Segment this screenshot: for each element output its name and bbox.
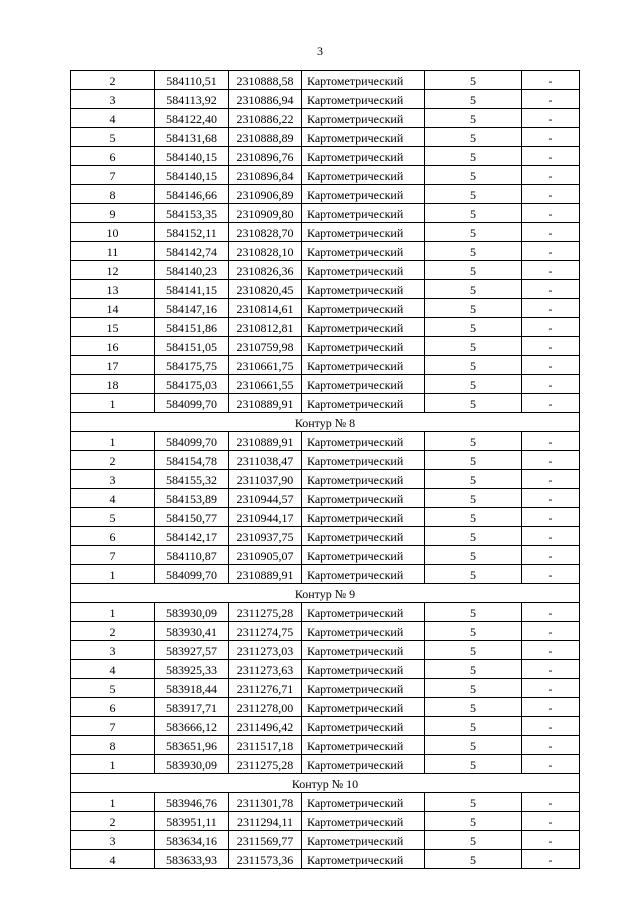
x-coordinate-cell: 584155,32 — [155, 470, 229, 489]
contour-title: Контур № 8 — [71, 413, 580, 432]
note-cell: - — [522, 128, 580, 147]
accuracy-cell: 5 — [425, 375, 522, 394]
y-coordinate-cell: 2311496,42 — [229, 717, 302, 736]
method-cell: Картометрический — [302, 508, 425, 527]
point-number-cell: 7 — [71, 546, 155, 565]
method-cell: Картометрический — [302, 698, 425, 717]
contour-header-row — [71, 774, 580, 793]
accuracy-cell: 5 — [425, 698, 522, 717]
table-row — [71, 489, 580, 508]
method-cell: Картометрический — [302, 147, 425, 166]
point-number-cell: 8 — [71, 185, 155, 204]
accuracy-cell: 5 — [425, 489, 522, 508]
method-cell: Картометрический — [302, 318, 425, 337]
note-cell: - — [522, 299, 580, 318]
accuracy-cell: 5 — [425, 71, 522, 90]
point-number-cell: 2 — [71, 71, 155, 90]
point-number-cell: 11 — [71, 242, 155, 261]
point-number-cell: 16 — [71, 337, 155, 356]
contour-header-row — [71, 413, 580, 432]
point-number-cell: 3 — [71, 470, 155, 489]
y-coordinate-cell: 2310814,61 — [229, 299, 302, 318]
x-coordinate-cell: 584150,77 — [155, 508, 229, 527]
note-cell: - — [522, 261, 580, 280]
point-number-cell: 1 — [71, 432, 155, 451]
table-row — [71, 242, 580, 261]
x-coordinate-cell: 584175,03 — [155, 375, 229, 394]
note-cell: - — [522, 489, 580, 508]
point-number-cell: 3 — [71, 831, 155, 850]
table-row — [71, 717, 580, 736]
table-row — [71, 527, 580, 546]
point-number-cell: 4 — [71, 660, 155, 679]
x-coordinate-cell: 583927,57 — [155, 641, 229, 660]
table-row — [71, 660, 580, 679]
coordinates-table-body — [71, 71, 580, 869]
point-number-cell: 5 — [71, 679, 155, 698]
accuracy-cell: 5 — [425, 356, 522, 375]
point-number-cell: 2 — [71, 812, 155, 831]
table-row — [71, 470, 580, 489]
table-row — [71, 166, 580, 185]
point-number-cell: 4 — [71, 109, 155, 128]
note-cell: - — [522, 793, 580, 812]
y-coordinate-cell: 2310944,17 — [229, 508, 302, 527]
table-row — [71, 90, 580, 109]
accuracy-cell: 5 — [425, 736, 522, 755]
y-coordinate-cell: 2310759,98 — [229, 337, 302, 356]
note-cell: - — [522, 337, 580, 356]
table-row — [71, 394, 580, 413]
y-coordinate-cell: 2310889,91 — [229, 565, 302, 584]
point-number-cell: 6 — [71, 698, 155, 717]
note-cell: - — [522, 812, 580, 831]
table-row — [71, 565, 580, 584]
table-row — [71, 432, 580, 451]
note-cell: - — [522, 470, 580, 489]
contour-title: Контур № 9 — [71, 584, 580, 603]
table-row — [71, 375, 580, 394]
table-row — [71, 603, 580, 622]
method-cell: Картометрический — [302, 280, 425, 299]
note-cell: - — [522, 755, 580, 774]
method-cell: Картометрический — [302, 793, 425, 812]
note-cell: - — [522, 546, 580, 565]
table-row — [71, 831, 580, 850]
accuracy-cell: 5 — [425, 318, 522, 337]
y-coordinate-cell: 2310886,22 — [229, 109, 302, 128]
note-cell: - — [522, 280, 580, 299]
method-cell: Картометрический — [302, 375, 425, 394]
note-cell: - — [522, 356, 580, 375]
table-row — [71, 204, 580, 223]
x-coordinate-cell: 584142,74 — [155, 242, 229, 261]
x-coordinate-cell: 584147,16 — [155, 299, 229, 318]
point-number-cell: 1 — [71, 603, 155, 622]
method-cell: Картометрический — [302, 204, 425, 223]
y-coordinate-cell: 2311278,00 — [229, 698, 302, 717]
y-coordinate-cell: 2311274,75 — [229, 622, 302, 641]
method-cell: Картометрический — [302, 261, 425, 280]
note-cell: - — [522, 679, 580, 698]
x-coordinate-cell: 584153,35 — [155, 204, 229, 223]
accuracy-cell: 5 — [425, 147, 522, 166]
point-number-cell: 3 — [71, 90, 155, 109]
method-cell: Картометрический — [302, 185, 425, 204]
accuracy-cell: 5 — [425, 299, 522, 318]
accuracy-cell: 5 — [425, 242, 522, 261]
accuracy-cell: 5 — [425, 280, 522, 299]
note-cell: - — [522, 71, 580, 90]
point-number-cell: 17 — [71, 356, 155, 375]
contour-header-row — [71, 584, 580, 603]
y-coordinate-cell: 2310820,45 — [229, 280, 302, 299]
point-number-cell: 5 — [71, 128, 155, 147]
note-cell: - — [522, 641, 580, 660]
point-number-cell: 6 — [71, 147, 155, 166]
x-coordinate-cell: 583925,33 — [155, 660, 229, 679]
table-row — [71, 71, 580, 90]
y-coordinate-cell: 2310889,91 — [229, 394, 302, 413]
point-number-cell: 4 — [71, 489, 155, 508]
x-coordinate-cell: 584175,75 — [155, 356, 229, 375]
note-cell: - — [522, 736, 580, 755]
table-row — [71, 128, 580, 147]
x-coordinate-cell: 584151,05 — [155, 337, 229, 356]
y-coordinate-cell: 2311276,71 — [229, 679, 302, 698]
x-coordinate-cell: 584141,15 — [155, 280, 229, 299]
point-number-cell: 4 — [71, 850, 155, 869]
method-cell: Картометрический — [302, 717, 425, 736]
method-cell: Картометрический — [302, 451, 425, 470]
table-row — [71, 508, 580, 527]
point-number-cell: 9 — [71, 204, 155, 223]
accuracy-cell: 5 — [425, 641, 522, 660]
table-row — [71, 147, 580, 166]
note-cell: - — [522, 660, 580, 679]
point-number-cell: 5 — [71, 508, 155, 527]
note-cell: - — [522, 432, 580, 451]
table-row — [71, 318, 580, 337]
x-coordinate-cell: 584113,92 — [155, 90, 229, 109]
table-row — [71, 109, 580, 128]
method-cell: Картометрический — [302, 603, 425, 622]
accuracy-cell: 5 — [425, 622, 522, 641]
point-number-cell: 2 — [71, 451, 155, 470]
method-cell: Картометрический — [302, 736, 425, 755]
x-coordinate-cell: 584140,15 — [155, 166, 229, 185]
x-coordinate-cell: 583946,76 — [155, 793, 229, 812]
x-coordinate-cell: 584110,51 — [155, 71, 229, 90]
note-cell: - — [522, 223, 580, 242]
point-number-cell: 3 — [71, 641, 155, 660]
method-cell: Картометрический — [302, 299, 425, 318]
x-coordinate-cell: 584110,87 — [155, 546, 229, 565]
point-number-cell: 1 — [71, 755, 155, 774]
table-row — [71, 755, 580, 774]
method-cell: Картометрический — [302, 242, 425, 261]
point-number-cell: 1 — [71, 793, 155, 812]
note-cell: - — [522, 185, 580, 204]
method-cell: Картометрический — [302, 90, 425, 109]
y-coordinate-cell: 2311294,11 — [229, 812, 302, 831]
x-coordinate-cell: 584151,86 — [155, 318, 229, 337]
y-coordinate-cell: 2311038,47 — [229, 451, 302, 470]
method-cell: Картометрический — [302, 223, 425, 242]
y-coordinate-cell: 2311037,90 — [229, 470, 302, 489]
note-cell: - — [522, 850, 580, 869]
y-coordinate-cell: 2310661,75 — [229, 356, 302, 375]
y-coordinate-cell: 2310889,91 — [229, 432, 302, 451]
x-coordinate-cell: 584153,89 — [155, 489, 229, 508]
x-coordinate-cell: 584140,23 — [155, 261, 229, 280]
x-coordinate-cell: 583634,16 — [155, 831, 229, 850]
point-number-cell: 6 — [71, 527, 155, 546]
accuracy-cell: 5 — [425, 546, 522, 565]
accuracy-cell: 5 — [425, 451, 522, 470]
accuracy-cell: 5 — [425, 831, 522, 850]
x-coordinate-cell: 583951,11 — [155, 812, 229, 831]
accuracy-cell: 5 — [425, 565, 522, 584]
x-coordinate-cell: 583917,71 — [155, 698, 229, 717]
y-coordinate-cell: 2310909,80 — [229, 204, 302, 223]
y-coordinate-cell: 2310812,81 — [229, 318, 302, 337]
note-cell: - — [522, 527, 580, 546]
accuracy-cell: 5 — [425, 185, 522, 204]
method-cell: Картометрический — [302, 641, 425, 660]
note-cell: - — [522, 622, 580, 641]
note-cell: - — [522, 90, 580, 109]
point-number-cell: 8 — [71, 736, 155, 755]
x-coordinate-cell: 583930,41 — [155, 622, 229, 641]
y-coordinate-cell: 2310886,94 — [229, 90, 302, 109]
table-row — [71, 546, 580, 565]
accuracy-cell: 5 — [425, 527, 522, 546]
y-coordinate-cell: 2310888,89 — [229, 128, 302, 147]
method-cell: Картометрический — [302, 166, 425, 185]
note-cell: - — [522, 451, 580, 470]
y-coordinate-cell: 2310905,07 — [229, 546, 302, 565]
accuracy-cell: 5 — [425, 508, 522, 527]
point-number-cell: 2 — [71, 622, 155, 641]
table-row — [71, 261, 580, 280]
note-cell: - — [522, 109, 580, 128]
y-coordinate-cell: 2311273,63 — [229, 660, 302, 679]
accuracy-cell: 5 — [425, 679, 522, 698]
method-cell: Картометрический — [302, 527, 425, 546]
method-cell: Картометрический — [302, 337, 425, 356]
y-coordinate-cell: 2310828,10 — [229, 242, 302, 261]
method-cell: Картометрический — [302, 812, 425, 831]
point-number-cell: 1 — [71, 565, 155, 584]
x-coordinate-cell: 584099,70 — [155, 432, 229, 451]
accuracy-cell: 5 — [425, 261, 522, 280]
table-row — [71, 850, 580, 869]
table-row — [71, 337, 580, 356]
table-row — [71, 736, 580, 755]
accuracy-cell: 5 — [425, 337, 522, 356]
note-cell: - — [522, 166, 580, 185]
point-number-cell: 12 — [71, 261, 155, 280]
accuracy-cell: 5 — [425, 223, 522, 242]
y-coordinate-cell: 2310906,89 — [229, 185, 302, 204]
accuracy-cell: 5 — [425, 166, 522, 185]
accuracy-cell: 5 — [425, 109, 522, 128]
note-cell: - — [522, 394, 580, 413]
method-cell: Картометрический — [302, 546, 425, 565]
accuracy-cell: 5 — [425, 793, 522, 812]
accuracy-cell: 5 — [425, 717, 522, 736]
note-cell: - — [522, 698, 580, 717]
table-row — [71, 812, 580, 831]
y-coordinate-cell: 2311517,18 — [229, 736, 302, 755]
table-row — [71, 641, 580, 660]
point-number-cell: 1 — [71, 394, 155, 413]
y-coordinate-cell: 2311301,78 — [229, 793, 302, 812]
accuracy-cell: 5 — [425, 660, 522, 679]
x-coordinate-cell: 584146,66 — [155, 185, 229, 204]
page-number: 3 — [317, 44, 323, 58]
method-cell: Картометрический — [302, 679, 425, 698]
point-number-cell: 15 — [71, 318, 155, 337]
x-coordinate-cell: 583930,09 — [155, 603, 229, 622]
point-number-cell: 7 — [71, 717, 155, 736]
table-row — [71, 698, 580, 717]
y-coordinate-cell: 2311273,03 — [229, 641, 302, 660]
note-cell: - — [522, 603, 580, 622]
x-coordinate-cell: 583633,93 — [155, 850, 229, 869]
x-coordinate-cell: 584099,70 — [155, 565, 229, 584]
table-row — [71, 793, 580, 812]
x-coordinate-cell: 584099,70 — [155, 394, 229, 413]
point-number-cell: 7 — [71, 166, 155, 185]
coordinates-table — [70, 70, 580, 869]
method-cell: Картометрический — [302, 432, 425, 451]
y-coordinate-cell: 2310661,55 — [229, 375, 302, 394]
accuracy-cell: 5 — [425, 755, 522, 774]
method-cell: Картометрический — [302, 128, 425, 147]
method-cell: Картометрический — [302, 831, 425, 850]
y-coordinate-cell: 2310828,70 — [229, 223, 302, 242]
point-number-cell: 10 — [71, 223, 155, 242]
note-cell: - — [522, 204, 580, 223]
y-coordinate-cell: 2310826,36 — [229, 261, 302, 280]
x-coordinate-cell: 583918,44 — [155, 679, 229, 698]
y-coordinate-cell: 2311275,28 — [229, 603, 302, 622]
table-row — [71, 356, 580, 375]
y-coordinate-cell: 2310944,57 — [229, 489, 302, 508]
table-row — [71, 451, 580, 470]
method-cell: Картометрический — [302, 71, 425, 90]
accuracy-cell: 5 — [425, 432, 522, 451]
note-cell: - — [522, 508, 580, 527]
table-row — [71, 299, 580, 318]
table-row — [71, 223, 580, 242]
x-coordinate-cell: 584154,78 — [155, 451, 229, 470]
point-number-cell: 18 — [71, 375, 155, 394]
note-cell: - — [522, 831, 580, 850]
x-coordinate-cell: 584142,17 — [155, 527, 229, 546]
accuracy-cell: 5 — [425, 394, 522, 413]
x-coordinate-cell: 584152,11 — [155, 223, 229, 242]
y-coordinate-cell: 2310896,76 — [229, 147, 302, 166]
x-coordinate-cell: 584140,15 — [155, 147, 229, 166]
point-number-cell: 14 — [71, 299, 155, 318]
method-cell: Картометрический — [302, 755, 425, 774]
accuracy-cell: 5 — [425, 470, 522, 489]
x-coordinate-cell: 583930,09 — [155, 755, 229, 774]
method-cell: Картометрический — [302, 622, 425, 641]
y-coordinate-cell: 2311573,36 — [229, 850, 302, 869]
accuracy-cell: 5 — [425, 603, 522, 622]
point-number-cell: 13 — [71, 280, 155, 299]
method-cell: Картометрический — [302, 470, 425, 489]
table-row — [71, 280, 580, 299]
accuracy-cell: 5 — [425, 204, 522, 223]
note-cell: - — [522, 565, 580, 584]
method-cell: Картометрический — [302, 489, 425, 508]
method-cell: Картометрический — [302, 394, 425, 413]
note-cell: - — [522, 318, 580, 337]
method-cell: Картометрический — [302, 109, 425, 128]
accuracy-cell: 5 — [425, 128, 522, 147]
x-coordinate-cell: 584131,68 — [155, 128, 229, 147]
table-row — [71, 679, 580, 698]
contour-title: Контур № 10 — [71, 774, 580, 793]
y-coordinate-cell: 2310896,84 — [229, 166, 302, 185]
method-cell: Картометрический — [302, 660, 425, 679]
x-coordinate-cell: 583651,96 — [155, 736, 229, 755]
x-coordinate-cell: 584122,40 — [155, 109, 229, 128]
method-cell: Картометрический — [302, 850, 425, 869]
table-row — [71, 185, 580, 204]
accuracy-cell: 5 — [425, 90, 522, 109]
method-cell: Картометрический — [302, 356, 425, 375]
y-coordinate-cell: 2311569,77 — [229, 831, 302, 850]
method-cell: Картометрический — [302, 565, 425, 584]
accuracy-cell: 5 — [425, 812, 522, 831]
x-coordinate-cell: 583666,12 — [155, 717, 229, 736]
note-cell: - — [522, 242, 580, 261]
note-cell: - — [522, 147, 580, 166]
y-coordinate-cell: 2311275,28 — [229, 755, 302, 774]
accuracy-cell: 5 — [425, 850, 522, 869]
note-cell: - — [522, 717, 580, 736]
y-coordinate-cell: 2310937,75 — [229, 527, 302, 546]
y-coordinate-cell: 2310888,58 — [229, 71, 302, 90]
table-row — [71, 622, 580, 641]
note-cell: - — [522, 375, 580, 394]
